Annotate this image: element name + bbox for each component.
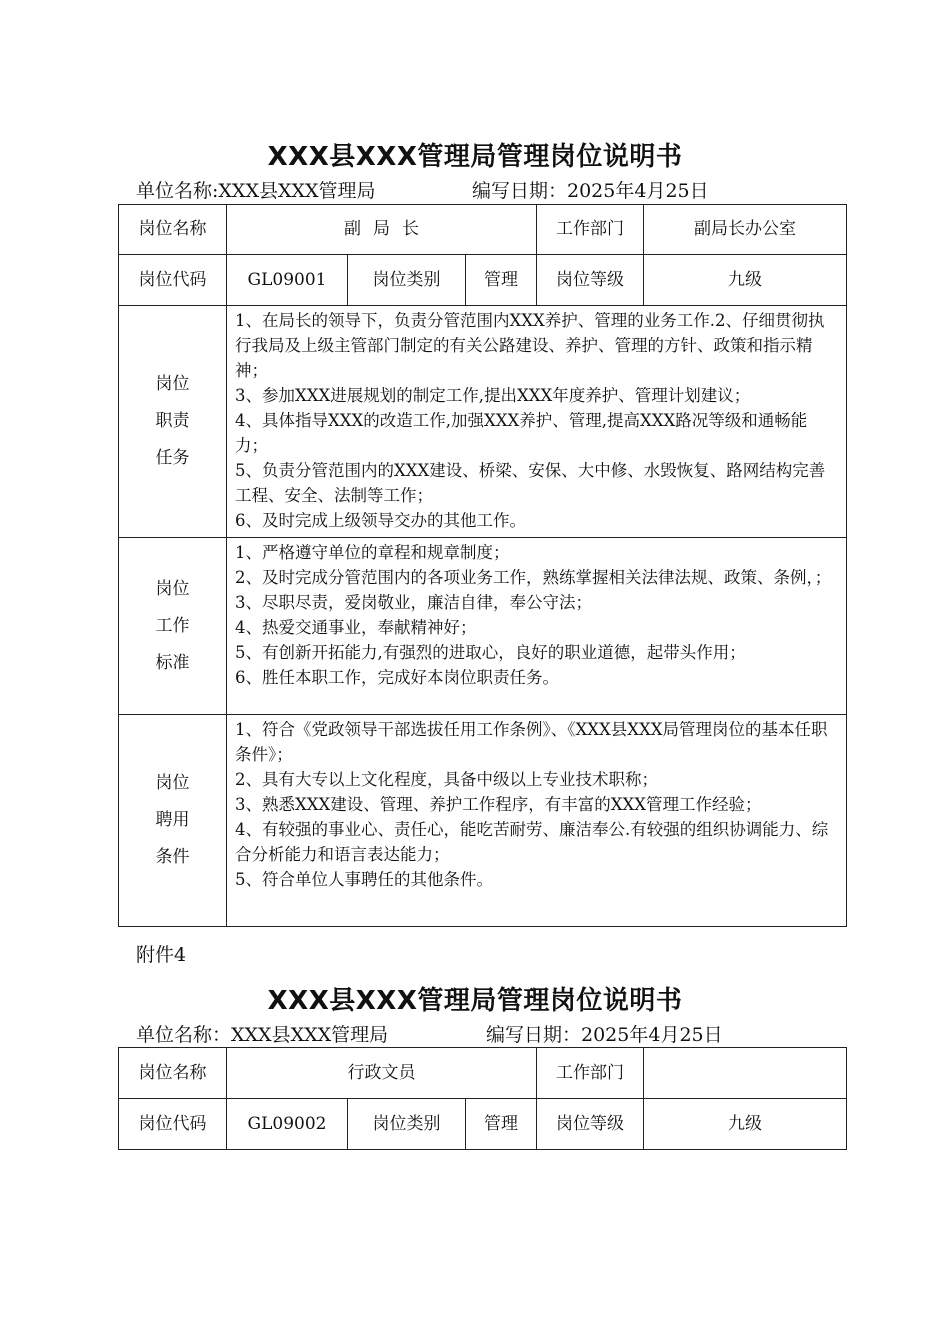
department-value: 副局长办公室 (644, 205, 847, 255)
standards-text (227, 538, 847, 715)
position-grade-value: 九级 (644, 1099, 847, 1150)
standard-item: 5、有创新开拓能力,有强烈的进取心，良好的职业道德，起带头作用； (235, 643, 746, 662)
duty-item: 3、参加XXX进展规划的制定工作,提出XXX年度养护、管理计划建议； (235, 386, 751, 405)
department-value (644, 1048, 847, 1099)
position-grade-label: 岗位等级 (537, 255, 644, 306)
standard-item: 4、热爱交通事业，奉献精神好； (235, 618, 477, 637)
standard-item: 1、严格遵守单位的章程和规章制度； (235, 543, 510, 562)
position-grade-label: 岗位等级 (537, 1099, 644, 1150)
requirement-item: 1、符合《党政领导干部选拔任用工作条例》、《XXX县XXX局管理岗位的基本任职条件》； (235, 720, 828, 764)
doc2-unit-name: 单位名称：XXX县XXX管理局 (136, 1024, 389, 1046)
standard-item: 6、胜任本职工作，完成好本岗位职责任务。 (235, 668, 559, 687)
requirements-text (227, 715, 847, 927)
requirement-item: 4、有较强的事业心、责任心，能吃苦耐劳、廉洁奉公.有较强的组织协调能力、综合分析能力和语言表达能力； (235, 820, 829, 864)
position-type-label: 岗位类别 (348, 1099, 466, 1150)
duties-text (227, 306, 847, 538)
position-type-value: 管理 (466, 1099, 537, 1150)
doc1-unit-name: 单位名称:XXX县XXX管理局 (136, 180, 376, 202)
doc1-row-duties (119, 306, 847, 538)
standard-item: 3、尽职尽责，爱岗敬业，廉洁自律，奉公守法； (235, 593, 592, 612)
department-label: 工作部门 (537, 205, 644, 255)
doc2-row-position-name (119, 1048, 847, 1099)
duty-item: 4、具体指导XXX的改造工作,加强XXX养护、管理,提高XXX路况等级和通畅能力； (235, 411, 808, 455)
standards-label: 岗位 工作 标准 (119, 538, 227, 715)
position-name-label: 岗位名称 (119, 205, 227, 255)
requirement-item: 2、具有大专以上文化程度，具备中级以上专业技术职称； (235, 770, 658, 789)
duty-item: 6、及时完成上级领导交办的其他工作。 (235, 511, 526, 530)
position-code-label: 岗位代码 (119, 255, 227, 306)
doc1-row-position-code (119, 255, 847, 306)
duty-item: 1、在局长的领导下，负责分管范围内XXX养护、管理的业务工作.2、仔细贯彻执行我局及上级主管部门制定的有关公路建设、养护、管理的方针、政策和指示精神； (235, 311, 825, 380)
doc1-title: XXX县XXX管理局管理岗位说明书 (267, 142, 683, 172)
position-type-value: 管理 (466, 255, 537, 306)
position-name-label: 岗位名称 (119, 1048, 227, 1099)
duty-item: 5、负责分管范围内的XXX建设、桥梁、安保、大中修、水毁恢复、路网结构完善工程、安全、法制等工作； (235, 461, 826, 505)
doc1-row-standards (119, 538, 847, 715)
department-label: 工作部门 (537, 1048, 644, 1099)
position-code-label: 岗位代码 (119, 1099, 227, 1150)
doc2-date: 编写日期：2025年4月25日 (486, 1024, 723, 1046)
position-name-value: 副局长 (227, 205, 537, 255)
requirement-item: 3、熟悉XXX建设、管理、养护工作程序，有丰富的XXX管理工作经验； (235, 795, 762, 814)
requirements-label: 岗位 聘用 条件 (119, 715, 227, 927)
doc1-row-position-name (119, 205, 847, 255)
position-type-label: 岗位类别 (348, 255, 466, 306)
position-code-value: GL09001 (227, 255, 348, 306)
duties-label: 岗位 职责 任务 (119, 306, 227, 538)
requirement-item: 5、符合单位人事聘任的其他条件。 (235, 870, 493, 889)
doc2-row-position-code (119, 1099, 847, 1150)
doc1-row-requirements (119, 715, 847, 927)
doc1-date: 编写日期：2025年4月25日 (472, 180, 709, 202)
doc1-job-table (118, 204, 847, 927)
position-name-value: 行政文员 (227, 1048, 537, 1099)
position-code-value: GL09002 (227, 1099, 348, 1150)
position-grade-value: 九级 (644, 255, 847, 306)
doc2-title: XXX县XXX管理局管理岗位说明书 (267, 986, 683, 1016)
standard-item: 2、及时完成分管范围内的各项业务工作，熟练掌握相关法律法规、政策、条例，； (235, 568, 832, 587)
attachment-label: 附件4 (136, 944, 187, 966)
doc2-job-table (118, 1047, 847, 1150)
